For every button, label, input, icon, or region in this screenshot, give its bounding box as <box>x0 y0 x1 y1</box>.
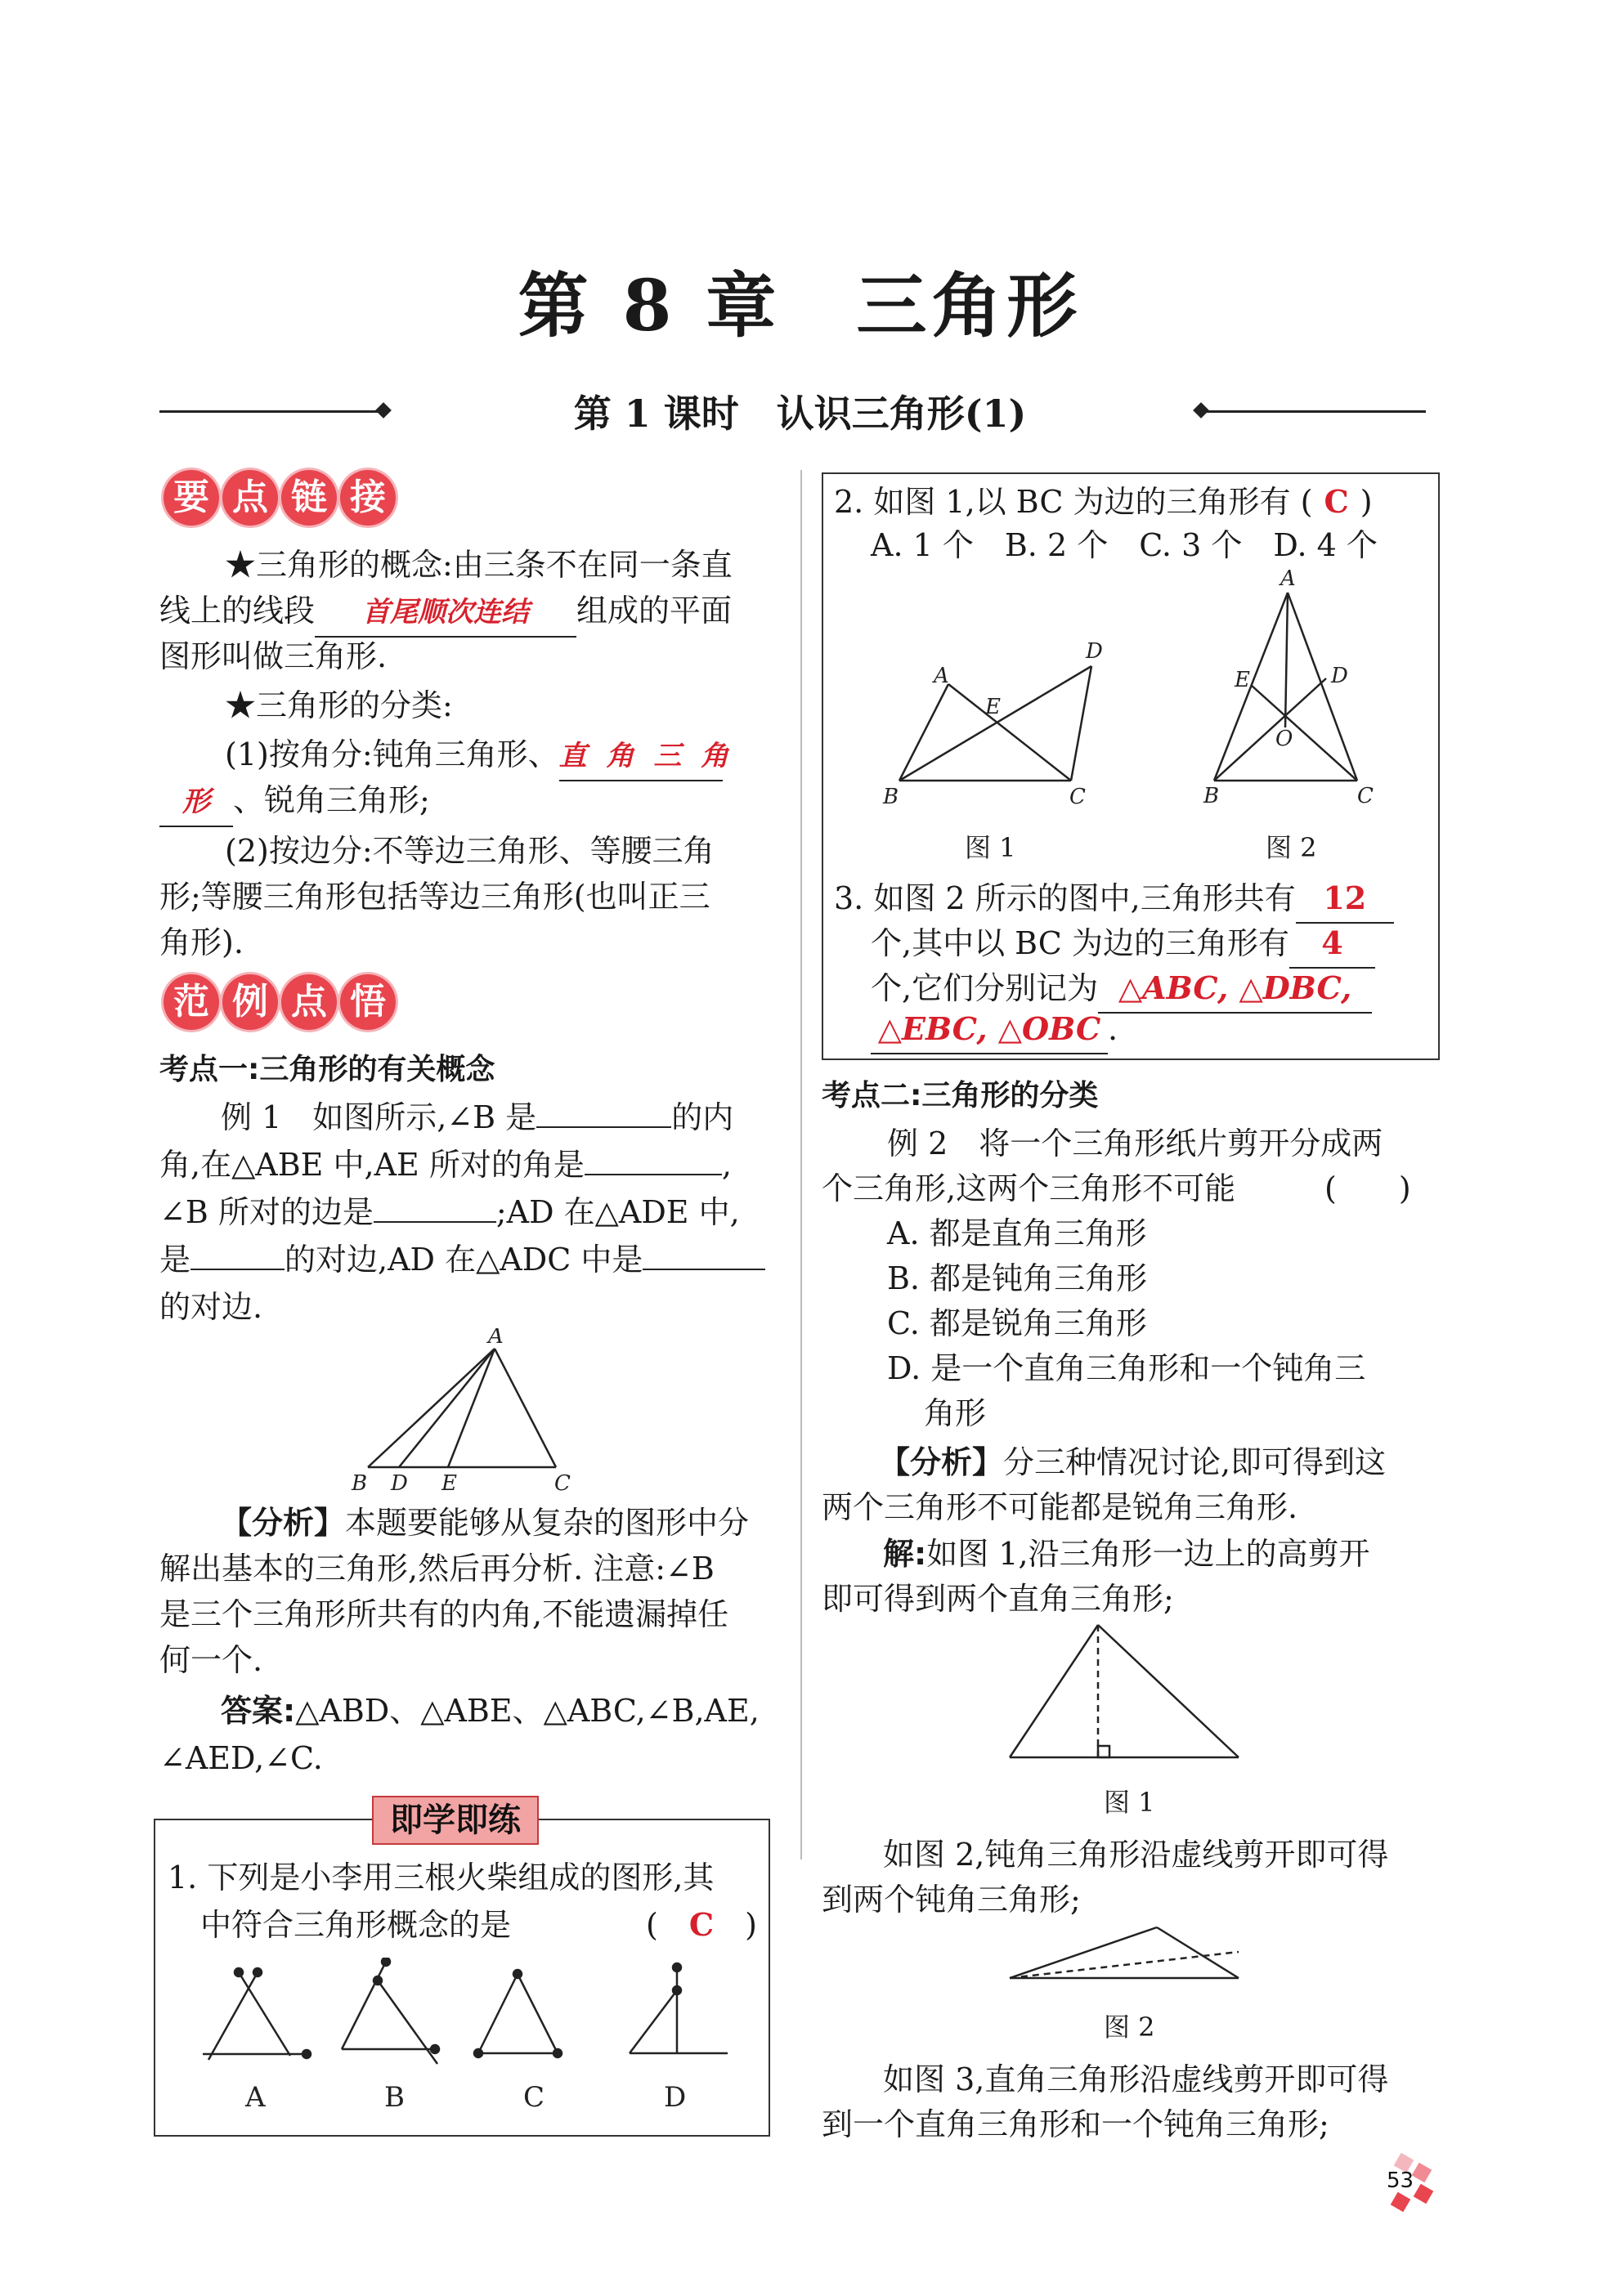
q2-answer: C <box>1324 483 1349 520</box>
ex2-option-d1: D. 是一个直角三角形和一个钝角三 <box>887 1350 1366 1386</box>
ex2-paren: ( ) <box>1324 1170 1411 1206</box>
stick-head <box>235 1968 243 1976</box>
solution-figure-2 <box>1002 1921 1247 1986</box>
label-d: D <box>391 1471 408 1492</box>
ex2-option-a: A. 都是直角三角形 <box>887 1215 1147 1251</box>
badge-char: 点 <box>281 974 337 1030</box>
solution-line-6: 到一个直角三角形和一个钝角三角形; <box>822 2106 1329 2142</box>
divider-right <box>1207 410 1426 413</box>
q-text: 个,它们分别记为 <box>871 970 1099 1006</box>
lesson-title: 第 1 课时 认识三角形(1) <box>573 392 1027 436</box>
option-label: C <box>523 2081 545 2114</box>
ex-text: ∠B 所对的边是 <box>159 1194 374 1230</box>
edge-ab <box>368 1349 495 1467</box>
stick <box>478 1974 518 2053</box>
stick <box>239 1972 290 2056</box>
solution-fig1-caption: 图 1 <box>1104 1787 1155 1818</box>
label-d: D <box>1331 664 1348 688</box>
stick-head <box>474 2049 482 2057</box>
edge-ae <box>448 1349 495 1467</box>
edge-dc <box>1071 666 1091 781</box>
blank <box>643 1236 765 1270</box>
ex-text: 例 1 如图所示,∠B 是 <box>221 1099 537 1135</box>
ex-text: 的对边,AD 在△ADC 中是 <box>285 1242 643 1278</box>
stick-head <box>673 1986 681 1994</box>
solution-figure-1 <box>1002 1618 1247 1761</box>
q3-fill: 12 <box>1296 875 1394 924</box>
solution-line-4: 到两个钝角三角形; <box>822 1882 1081 1918</box>
stick <box>208 1972 258 2060</box>
answer-fill: 直 角 三 角 <box>559 732 723 781</box>
ex-text: 是 <box>159 1242 191 1278</box>
q1-answer: C <box>688 1906 715 1943</box>
stick <box>342 1962 386 2049</box>
q3-line-2 <box>871 920 1375 969</box>
analysis-label: 【分析】 <box>879 1444 1004 1480</box>
label-e: E <box>985 695 1001 719</box>
key-text: 组成的平面 <box>576 593 733 629</box>
stick-head <box>554 2049 562 2057</box>
hex-dot <box>1414 2184 1434 2204</box>
blank <box>190 1236 285 1270</box>
key-line-4: ★三角形的分类: <box>225 687 453 723</box>
analysis-text: 本题要能够从复杂的图形中分 <box>345 1505 750 1541</box>
solution-line-1 <box>883 1530 1370 1578</box>
option-label: B <box>384 2081 405 2114</box>
key-line-7: (2)按边分:不等边三角形、等腰三角 <box>225 833 715 869</box>
page-number: 53 <box>1387 2168 1414 2193</box>
solution-line-5: 如图 3,直角三角形沿虚线剪开即可得 <box>883 2061 1389 2097</box>
stick-head <box>431 2045 439 2053</box>
stick-head <box>253 1968 262 1976</box>
ex1-line-4 <box>159 1236 765 1283</box>
badge-char: 点 <box>222 470 278 526</box>
q1-line-2 <box>200 1901 756 1949</box>
ex1-line-3 <box>159 1188 740 1236</box>
q-text: 3. 如图 2 所示的图中,三角形共有 <box>834 880 1296 916</box>
analysis1-line-2: 解出基本的三角形,然后再分析. 注意:∠B <box>159 1551 715 1587</box>
key-points-badge <box>164 470 396 526</box>
analysis1-line-1 <box>221 1499 749 1546</box>
q-text: 2. 如图 1,以 BC 为边的三角形有 ( <box>834 484 1313 520</box>
stick <box>518 1974 558 2053</box>
edge-ad <box>399 1349 495 1467</box>
solution-fig2-caption: 图 2 <box>1104 2012 1155 2043</box>
q3-fill: 4 <box>1289 920 1375 969</box>
badge-char: 范 <box>164 974 219 1030</box>
key-line-5 <box>225 731 734 781</box>
cut-line <box>1010 1952 1239 1978</box>
q-text: . <box>1108 1011 1118 1047</box>
hex-dot <box>1412 2163 1432 2183</box>
label-a: A <box>934 664 949 688</box>
ex1-line-2 <box>159 1141 732 1188</box>
label-b: B <box>352 1471 368 1492</box>
ex-text: ;AD 在△ADE 中, <box>495 1194 740 1230</box>
analysis1-line-4: 何一个. <box>159 1642 263 1678</box>
practice-figure-1 <box>867 633 1128 817</box>
edge-ao <box>1285 593 1288 727</box>
q-text: 中符合三角形概念的是 <box>200 1907 512 1943</box>
topic1-heading: 考点一:三角形的有关概念 <box>159 1053 495 1086</box>
matchstick-options <box>188 1958 744 2121</box>
stick <box>378 1980 437 2064</box>
practice-figure-2 <box>1194 564 1406 817</box>
examples-badge <box>164 974 396 1030</box>
label-a: A <box>488 1328 504 1349</box>
key-text: 、锐角三角形; <box>233 782 430 818</box>
key-line-1: ★三角形的概念:由三条不在同一条直 <box>225 547 733 583</box>
label-c: C <box>1357 784 1374 808</box>
right-angle-mark <box>1098 1746 1109 1757</box>
key-line-3: 图形叫做三角形. <box>159 638 388 674</box>
key-line-6 <box>159 777 430 827</box>
badge-char: 链 <box>281 470 337 526</box>
ex2-line-2 <box>822 1165 1436 1212</box>
stick-head <box>673 1963 681 1972</box>
label-e: E <box>441 1471 457 1492</box>
example1-figure <box>343 1328 589 1492</box>
solution-text: 如图 1,沿三角形一边上的高剪开 <box>926 1536 1370 1572</box>
practice-tag: 即学即练 <box>372 1796 539 1845</box>
stick-head <box>374 1976 382 1985</box>
analysis-text: 分三种情况讨论,即可得到这 <box>1003 1444 1387 1480</box>
blank <box>585 1141 722 1175</box>
answer-label: 答案: <box>221 1693 296 1729</box>
edge-ab <box>1214 593 1288 781</box>
key-line-8: 形;等腰三角形包括等边三角形(也叫正三 <box>159 879 710 915</box>
q1-paren: ( C ) <box>646 1906 757 1943</box>
ex1-line-5: 的对边. <box>159 1289 263 1325</box>
q3-fill: △EBC, △OBC <box>871 1005 1108 1054</box>
q1-line-1: 1. 下列是小李用三根火柴组成的图形,其 <box>168 1860 715 1895</box>
q3-line-1 <box>834 875 1394 924</box>
q3-line-4 <box>871 1005 1118 1054</box>
ex-text: 个三角形,这两个三角形不可能 <box>822 1170 1236 1206</box>
blank <box>374 1188 496 1223</box>
key-text: 线上的线段 <box>159 593 316 629</box>
edge <box>1010 1625 1098 1757</box>
key-line-2 <box>159 587 732 638</box>
option-label: D <box>664 2081 687 2114</box>
edge-ac <box>495 1349 556 1467</box>
column-divider <box>800 470 802 1860</box>
badge-char: 例 <box>222 974 278 1030</box>
answer1-line-2: ∠AED,∠C. <box>159 1740 323 1776</box>
badge-char: 悟 <box>340 974 396 1030</box>
ex2-option-c: C. 都是锐角三角形 <box>887 1305 1147 1341</box>
ex-text: 的内 <box>671 1099 734 1135</box>
label-e: E <box>1235 668 1250 692</box>
stick-head <box>513 1970 522 1978</box>
blank <box>536 1094 671 1128</box>
answer1-line-1 <box>221 1687 760 1734</box>
label-c: C <box>554 1471 571 1492</box>
topic2-heading: 考点二:三角形的分类 <box>822 1079 1099 1112</box>
ex2-option-b: B. 都是钝角三角形 <box>887 1260 1148 1296</box>
solution-label: 解: <box>883 1536 927 1572</box>
solution-line-3: 如图 2,钝角三角形沿虚线剪开即可得 <box>883 1837 1389 1873</box>
analysis2-line-2: 两个三角形不可能都是锐角三角形. <box>822 1489 1298 1525</box>
ex2-option-d2: 角形 <box>924 1395 987 1431</box>
label-b: B <box>883 785 899 809</box>
ex-text: 角,在△ABE 中,AE 所对的角是 <box>159 1147 585 1183</box>
badge-char: 要 <box>164 470 219 526</box>
fig1-caption: 图 1 <box>965 832 1016 863</box>
key-line-9: 角形). <box>159 924 244 960</box>
q2-options: A. 1 个 B. 2 个 C. 3 个 D. 4 个 <box>871 527 1378 563</box>
key-text: (1)按角分:钝角三角形、 <box>225 736 559 772</box>
answer-fill: 形 <box>159 778 233 827</box>
analysis-label: 【分析】 <box>221 1505 346 1541</box>
label-c: C <box>1069 785 1086 809</box>
q3-fill: △ABC, △DBC, <box>1098 964 1372 1014</box>
q-text: ) <box>1360 484 1373 520</box>
answer-text: △ABD、△ABE、△ABC,∠B,AE, <box>295 1693 760 1729</box>
hex-dot <box>1391 2192 1411 2213</box>
badge-char: 接 <box>340 470 396 526</box>
answer-fill: 首尾顺次连结 <box>315 589 576 638</box>
stick <box>630 1990 677 2053</box>
page-number-decoration <box>1382 2154 1447 2211</box>
stick-head <box>382 1958 390 1966</box>
ex2-line-1: 例 2 将一个三角形纸片剪开分成两 <box>887 1126 1383 1161</box>
edge-bd <box>1214 678 1326 781</box>
solution-line-2: 即可得到两个直角三角形; <box>822 1581 1174 1617</box>
option-label: A <box>245 2081 266 2114</box>
label-a: A <box>1280 566 1296 591</box>
q-text: 个,其中以 BC 为边的三角形有 <box>871 925 1289 961</box>
ex-text: , <box>721 1147 732 1183</box>
analysis2-line-1 <box>879 1439 1386 1486</box>
analysis1-line-3: 是三个三角形所共有的内角,不能遗漏掉任 <box>159 1596 729 1632</box>
chapter-title: 第 8 章 三角形 <box>518 265 1082 347</box>
label-o: O <box>1275 727 1293 751</box>
ex1-line-1 <box>221 1094 733 1141</box>
label-b: B <box>1203 784 1220 808</box>
stick-head <box>303 2050 311 2058</box>
label-d: D <box>1086 639 1103 664</box>
edge-ac <box>948 684 1071 781</box>
q2-line-1 <box>834 478 1373 526</box>
edge <box>1098 1625 1239 1757</box>
fig2-caption: 图 2 <box>1266 832 1317 863</box>
